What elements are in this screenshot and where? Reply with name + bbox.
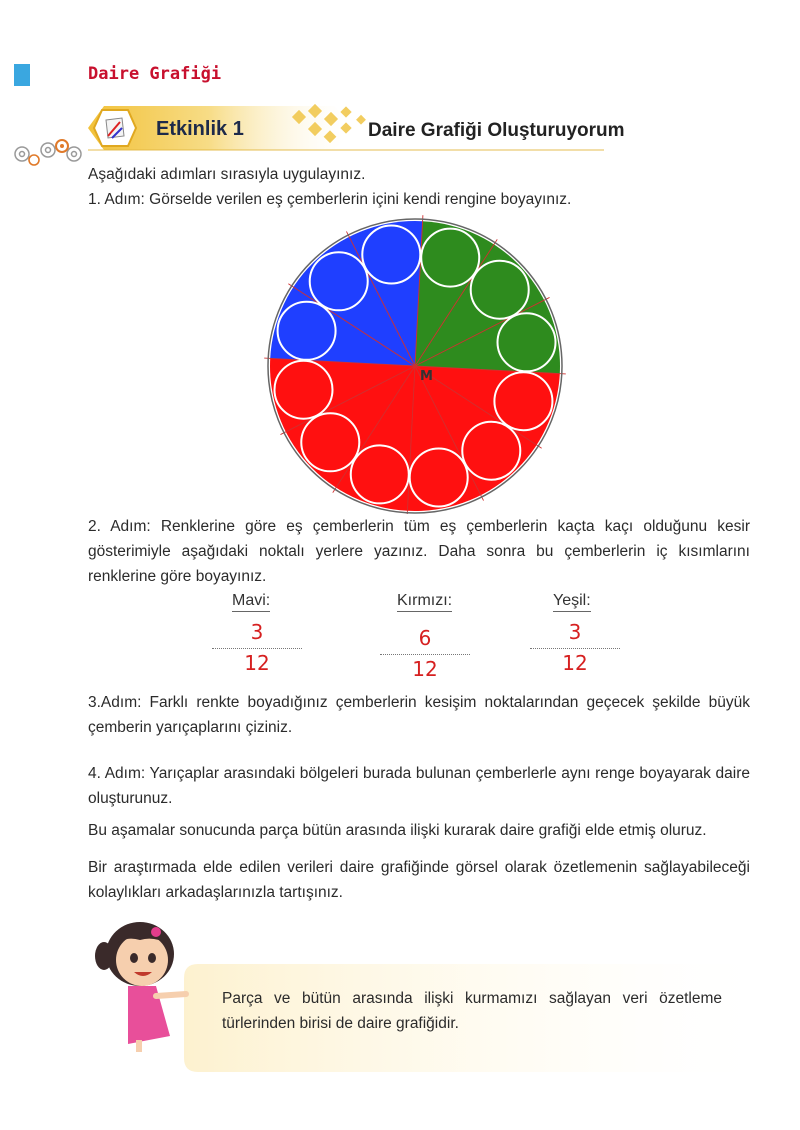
activity-icon [92, 108, 138, 148]
fraction-blue-numerator: 3 [250, 620, 264, 644]
girl-character-icon [94, 914, 206, 1052]
activity-label: Etkinlik 1 [156, 118, 244, 140]
unit-circle-kırmızı [410, 449, 468, 507]
activity-title: Daire Grafiği Oluşturuyorum [368, 120, 625, 141]
fraction-blue[interactable] [212, 620, 302, 675]
fraction-green[interactable] [530, 620, 620, 675]
unit-circle-yeşil [498, 313, 556, 371]
step-1-text: 1. Adım: Görselde verilen eş çemberlerin içini kendi rengine boyayınız. [88, 191, 572, 208]
unit-circle-kırmızı [301, 413, 359, 471]
gears-icon [10, 136, 88, 170]
discussion-text: Bir araştırmada elde edilen verileri daire grafiğinde görsel olarak özetlemenin sağlayabileceği kolaylıkları arkadaşlarınızla tartışınız. [88, 859, 750, 901]
intro-text: Aşağıdaki adımları sırasıyla uygulayınız. [88, 166, 366, 183]
section-title: Daire Grafiği [88, 64, 222, 84]
unit-circle-kırmızı [274, 361, 332, 419]
conclusion-text: Bu aşamalar sonucunda parça bütün arasında ilişki kurarak daire grafiği elde etmiş oluruz. [88, 822, 707, 839]
fraction-red[interactable] [380, 626, 470, 681]
fraction-red-denominator: 12 [412, 657, 438, 681]
center-label: M [420, 369, 433, 384]
fraction-green-denominator: 12 [562, 651, 588, 675]
unit-circle-kırmızı [494, 372, 552, 430]
fraction-label-red: Kırmızı: [397, 592, 452, 612]
fraction-red-numerator: 6 [418, 626, 432, 650]
pie-chart [260, 214, 570, 514]
unit-circle-yeşil [421, 229, 479, 287]
step-4-text: 4. Adım: Yarıçaplar arasındaki bölgeleri burada bulunan çemberlerle aynı renge boyayarak daire oluşturunuz. [88, 765, 750, 807]
unit-circle-yeşil [471, 261, 529, 319]
page-corner-tab [14, 64, 30, 86]
speech-text: Parça ve bütün arasında ilişki kurmamızı sağlayan veri özetleme türlerinden birisi de daire grafiğidir. [222, 990, 722, 1032]
step-3-text: 3.Adım: Farklı renkte boyadığınız çemberlerin kesişim noktalarından geçecek şekilde büyük çemberin yarıçaplarını çiziniz. [88, 694, 750, 736]
fraction-green-numerator: 3 [568, 620, 582, 644]
fraction-label-blue: Mavi: [232, 592, 270, 612]
step-2-text: 2. Adım: Renklerine göre eş çemberlerin tüm eş çemberlerin kaçta kaçı olduğunu kesir gösterimiyle aşağıdaki noktalı yerlere yazınız. Daha sonra bu çemberlerin iç kısımlarını renklerine göre boyayınız. [88, 518, 750, 585]
unit-circle-mavi [278, 302, 336, 360]
unit-circle-mavi [362, 225, 420, 283]
unit-circle-kırmızı [462, 422, 520, 480]
unit-circle-mavi [310, 252, 368, 310]
fraction-label-green: Yeşil: [553, 592, 591, 612]
unit-circle-kırmızı [351, 445, 409, 503]
fraction-blue-denominator: 12 [244, 651, 270, 675]
